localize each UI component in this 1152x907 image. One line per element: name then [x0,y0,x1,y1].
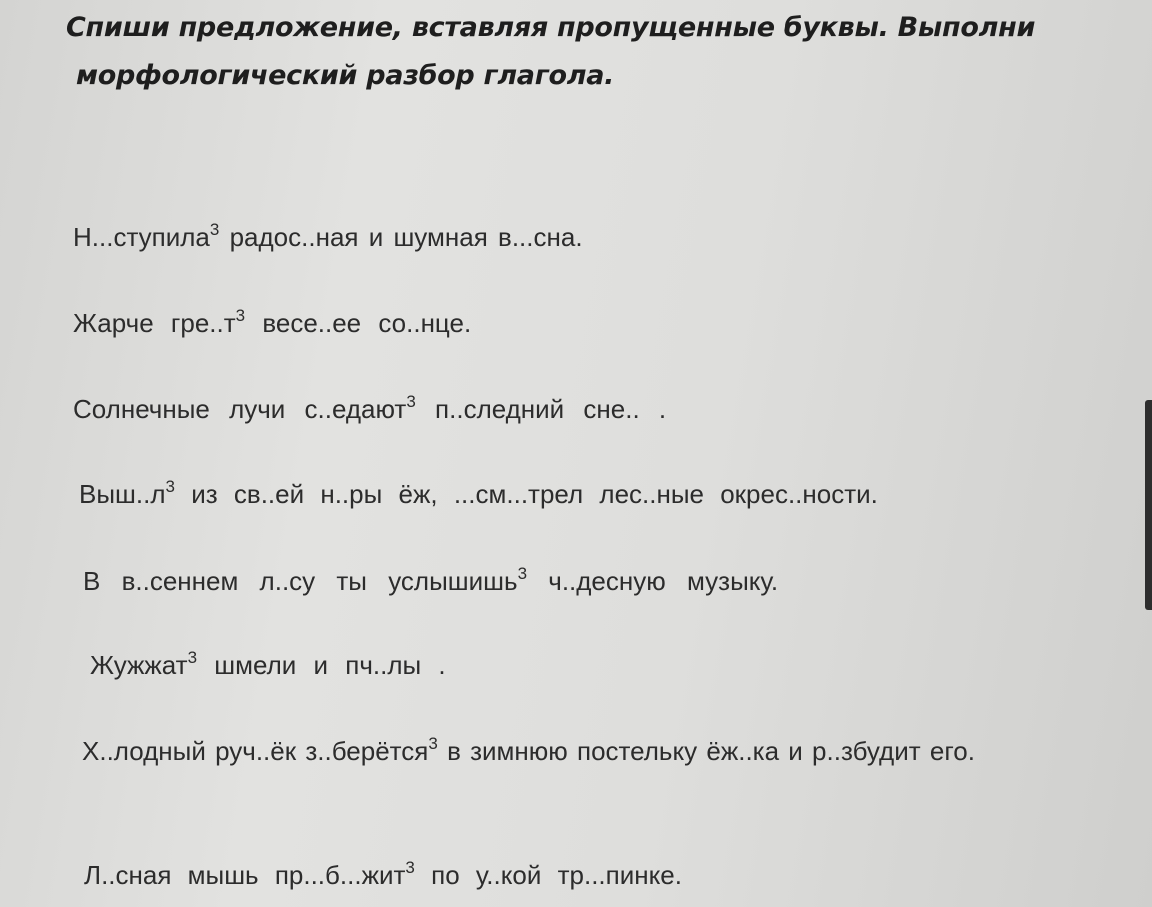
parse-marker: 3 [235,306,246,325]
parse-marker: 3 [165,477,175,496]
sentence-text: Н...ступила [73,222,210,252]
task-instruction-line-1: Спиши предложение, вставляя пропущенные буквы. Выполни [66,12,1036,43]
sentence-text: из св..ей н..ры ёж, ...см...трел лес..ные окрес..ности. [174,479,878,509]
sentence-text: Л..сная мышь пр...б...жит [84,860,406,890]
sentence-3 [73,394,666,425]
sentence-2 [73,308,471,339]
sentence-text: п..следний сне.. . [415,394,667,424]
sentence-text: ч..десную музыку. [527,566,779,596]
sentence-text: Х..лодный руч..ёк з..берётся [82,736,429,766]
sentence-text: Жарче гре..т [73,308,236,338]
sentence-text: шмели и пч..лы . [197,650,446,680]
parse-marker: 3 [428,734,438,753]
sentence-text: весе..ее со..нце. [245,308,472,338]
sentence-text: Солнечные лучи с..едают [73,394,407,424]
sentence-5 [83,566,778,597]
parse-marker: 3 [187,648,198,667]
sentence-7 [82,732,1092,770]
parse-marker: 3 [406,392,416,411]
scrollbar-thumb[interactable] [1145,400,1152,610]
task-instruction-line-2: морфологический разбор глагола. [76,60,615,91]
sentence-text: В в..сеннем л..су ты услышишь [83,566,518,596]
sentence-text: радос..ная и шумная в...сна. [219,222,583,252]
parse-marker: 3 [209,220,220,239]
sentence-text: по у..кой тр...пинке. [414,860,682,890]
sentence-text: Выш..л [79,479,166,509]
sentence-text: в зимнюю постельку ёж..ка и р..збудит его. [437,736,975,766]
task-instruction [66,4,1126,100]
sentence-6 [90,650,446,681]
sentence-8 [84,860,682,891]
sentence-4 [79,479,878,510]
parse-marker: 3 [405,858,415,877]
sentence-text: Жужжат [90,650,188,680]
sentence-1 [73,222,583,253]
parse-marker: 3 [517,564,528,583]
